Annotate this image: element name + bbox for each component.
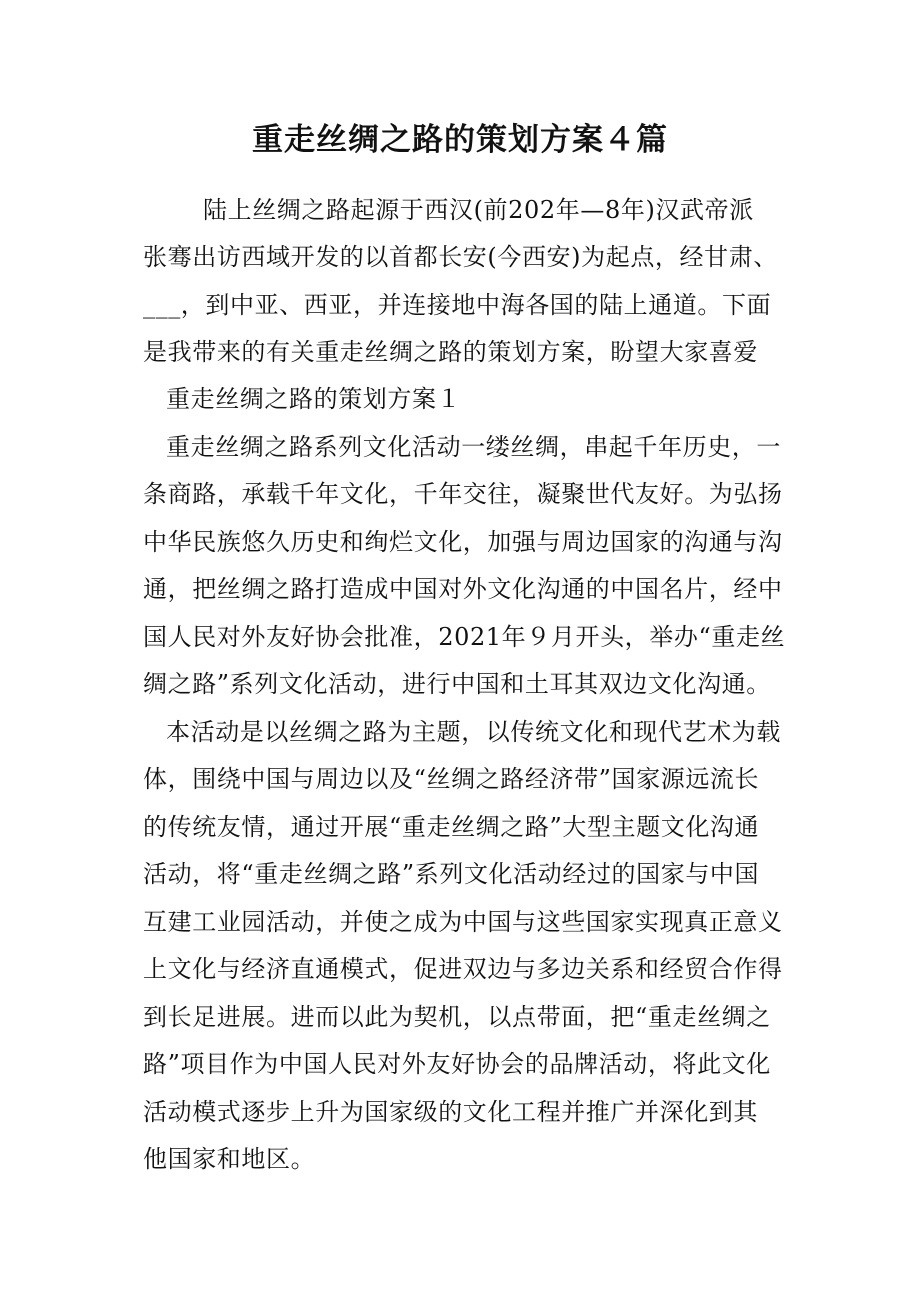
paragraph-line: 绸之路”系列文化活动，进行中国和土耳其双边文化沟通。: [143, 670, 771, 698]
paragraph-line: 路”项目作为中国人民对外友好协会的品牌活动，将此文化: [143, 1050, 771, 1078]
paragraph-line: 重走丝绸之路系列文化活动一缕丝绸，串起千年历史，一: [166, 433, 781, 461]
paragraph-line: 体，围绕中国与周边以及“丝绸之路经济带”国家源远流长: [143, 765, 760, 793]
paragraph-line: 互建工业园活动，并使之成为中国与这些国家实现真正意义: [143, 908, 783, 936]
section-heading: 重走丝绸之路的策划方案１: [166, 385, 462, 413]
paragraph-line: 他国家和地区。: [143, 1145, 316, 1173]
paragraph-line: 活动模式逐步上升为国家级的文化工程并推广并深化到其: [143, 1098, 758, 1126]
paragraph-line: 活动，将“重走丝绸之路”系列文化活动经过的国家与中国: [143, 860, 760, 888]
paragraph-line: 中华民族悠久历史和绚烂文化，加强与周边国家的沟通与沟: [143, 528, 783, 556]
intro-line: ___，到中亚、西亚，并连接地中海各国的陆上通道。下面: [143, 291, 772, 319]
paragraph-line: 国人民对外友好协会批准，2021年９月开头，举办“重走丝: [143, 623, 786, 651]
paragraph-line: 上文化与经济直通模式，促进双边与多边关系和经贸合作得: [143, 955, 783, 983]
intro-line: 陆上丝绸之路起源于西汉(前202年—8年)汉武帝派: [203, 196, 754, 224]
paragraph-line: 通，把丝绸之路打造成中国对外文化沟通的中国名片，经中: [143, 575, 783, 603]
document-title: 重走丝绸之路的策划方案４篇: [252, 122, 668, 158]
intro-line: 张骞出访西域开发的以首都长安(今西安)为起点，经甘肃、: [143, 243, 778, 271]
paragraph-line: 本活动是以丝绸之路为主题，以传统文化和现代艺术为载: [166, 718, 781, 746]
intro-line: 是我带来的有关重走丝绸之路的策划方案，盼望大家喜爱: [143, 338, 758, 366]
paragraph-line: 到长足进展。进而以此为契机，以点带面，把“重走丝绸之: [143, 1003, 771, 1031]
paragraph-line: 条商路，承载千年文化，千年交往，凝聚世代友好。为弘扬: [143, 480, 783, 508]
paragraph-line: 的传统友情，通过开展“重走丝绸之路”大型主题文化沟通: [143, 813, 760, 841]
